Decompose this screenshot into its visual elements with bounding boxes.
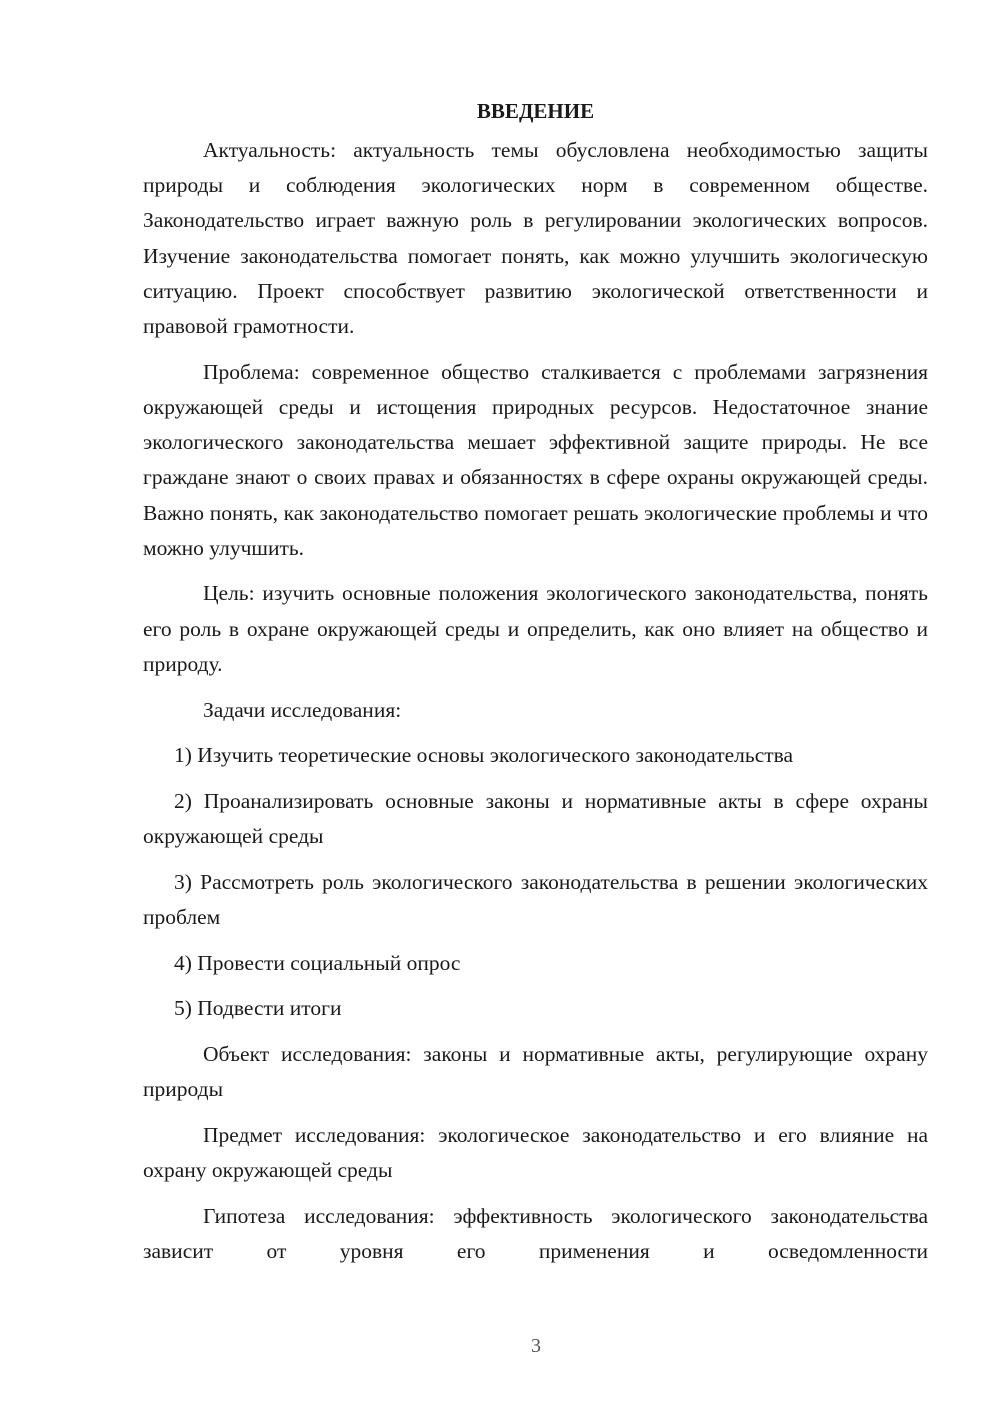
paragraph-goal: Цель: изучить основные положения экологического законодательства, понять его роль в охране окружающей среды и определить, как оно влияет на общество и природу.: [143, 581, 928, 676]
task-item: 4) Провести социальный опрос: [174, 950, 461, 975]
section-heading: ВВЕДЕНИЕ: [476, 99, 595, 123]
paragraph-subject: Предмет исследования: экологическое законодательство и его влияние на охрану окружающей среды: [143, 1123, 928, 1183]
paragraph-hypothesis: Гипотеза исследования: эффективность экологического законодательства зависит от уровня его применения и осведомленности: [143, 1203, 928, 1264]
paragraph-problem: Проблема: современное общество сталкивается с проблемами загрязнения окружающей среды и истощения природных ресурсов. Недостаточное знание экологического законодательства мешает эффективной защите природы. Не все граждане знают о своих правах и обязанностях в сфере охраны окружающей среды. Важно понять, как законодательство помогает решать экологические проблемы и что можно улучшить.: [143, 359, 928, 560]
paragraph-relevance: Актуальность: актуальность темы обусловлена необходимостью защиты природы и соблюдения экологических норм в современном обществе. Законодательство играет важную роль в регулировании экологических вопросов. Изучение законодательства помогает понять, как можно улучшить экологическую ситуацию. Проект способствует развитию экологической ответственности и правовой грамотности.: [143, 138, 928, 339]
paragraph-object: Объект исследования: законы и нормативные акты, регулирующие охрану природы: [143, 1042, 928, 1102]
paragraph-tasks-intro: Задачи исследования:: [203, 697, 402, 722]
page-number: 3: [531, 1335, 541, 1357]
task-item: 5) Подвести итоги: [174, 996, 342, 1021]
task-item: 1) Изучить теоретические основы экологического законодательства: [174, 743, 794, 768]
page-content: [143, 93, 928, 1280]
task-item: 3) Рассмотреть роль экологического законодательства в решении экологических проблем: [143, 869, 928, 930]
task-item: 2) Проанализировать основные законы и нормативные акты в сфере охраны окружающей среды: [143, 788, 928, 849]
